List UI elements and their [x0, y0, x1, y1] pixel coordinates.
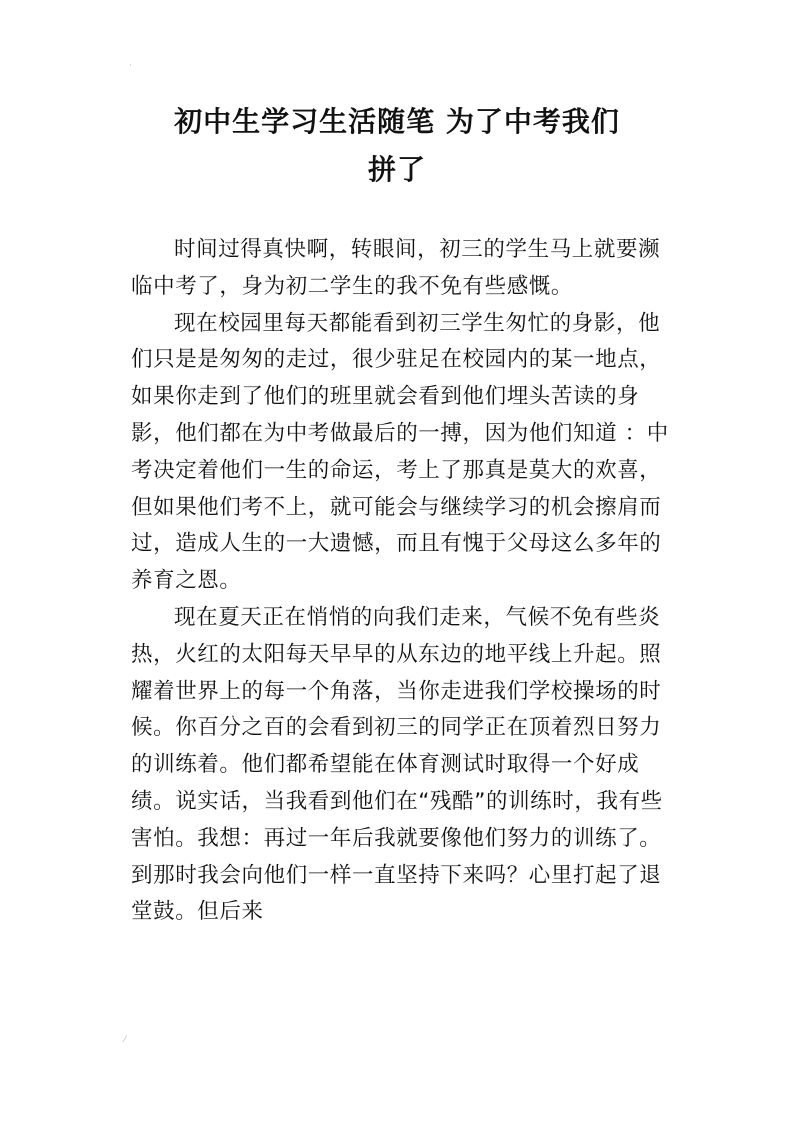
scan-mark-top: · — [129, 61, 132, 71]
paragraph-1: 时间过得真快啊，转眼间，初三的学生马上就要濒临中考了，身为初二学生的我不免有些感慨。 — [131, 237, 661, 299]
title-line-2: 拼了 — [367, 153, 426, 186]
paragraph-3: 现在夏天正在悄悄的向我们走来，气候不免有些炎热，火红的太阳每天早早的从东边的地平线上升起。照耀着世界上的每一个角落，当你走进我们学校操场的时候。你百分之百的会看到初三的同学正在顶着烈日努力的训练着。他们都希望能在体育测试时取得一个好成绩。说实话，当我看到他们在“残酷”的训练时，我有些害怕。我想：再过一年后我就要像他们努力的训练了。到那时我会向他们一样一直坚持下来吗？心里打起了退堂鼓。但后来 — [131, 604, 663, 925]
document-body — [131, 232, 671, 931]
page-title — [140, 98, 654, 194]
scan-mark-bottom: ⁄ — [124, 1035, 126, 1045]
paragraph-2: 现在校园里每天都能看到初三学生匆忙的身影，他们只是是匆匆的走过，很少驻足在校园内的某一地点，如果你走到了他们的班里就会看到他们埋头苦读的身影，他们都在为中考做最后的一搏，因为他们知道 ：中考决定着他们一生的命运，考上了那真是莫大的欢喜，但如果他们考不上，就可能会与继续学习的机会擦肩而过，造成人生的一大遗憾，而且有愧于父母这么多年的养育之恩。 — [131, 310, 669, 594]
title-line-1: 初中生学习生活随笔 为了中考我们 — [174, 105, 620, 138]
